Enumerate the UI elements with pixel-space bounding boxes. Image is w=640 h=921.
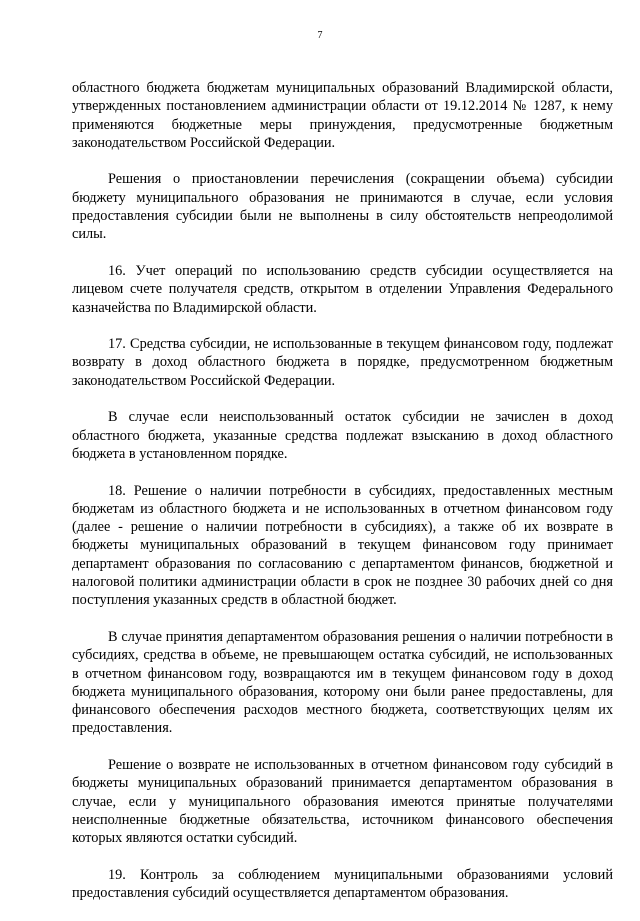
paragraph-return-decision: Решение о возврате не использованных в отчетном финансовом году субсидий в бюджеты муниципальных образований принимается департаментом образования в случае, если у муниципального образования имеются принятые получателями неисполненные бюджетные обязательства, источником финансового обеспечения которых являются остатки субсидий. bbox=[72, 756, 613, 847]
paragraph-item-19: 19. Контроль за соблюдением муниципальными образованиями условий предоставления субсидий осуществляется департаментом образования. bbox=[72, 866, 613, 902]
paragraph-unused-balance: В случае если неиспользованный остаток субсидии не зачислен в доход областного бюджета, указанные средства подлежат взысканию в доход областного бюджета в установленном порядке. bbox=[72, 409, 613, 462]
paragraph-continuation: областного бюджета бюджетам муниципальных образований Владимирской области, утвержденных постановлением администрации области от 19.12.2014 № 1287, к нему применяются бюджетные меры принуждения, предусмотренные бюджетным законодательством Российской Федерации. bbox=[72, 80, 613, 151]
paragraph-item-18: 18. Решение о наличии потребности в субсидиях, предоставленных местным бюджетам из областного бюджета и не использованных в отчетном финансовом году (далее - решение о наличии потребности в субсидиях), а также об их возврате в бюджеты муниципальных образований в текущем финансовом году принимает департамент образования по согласованию с департаментом финансов, бюджетной и налоговой политики администрации области в срок не позднее 30 рабочих дней со дня поступления указанных средств в областной бюджет. bbox=[72, 482, 613, 609]
paragraph-item-16: 16. Учет операций по использованию средств субсидии осуществляется на лицевом счете получателя средств, открытом в отделении Управления Федерального казначейства по Владимирской области. bbox=[72, 262, 613, 316]
document-body bbox=[72, 79, 613, 921]
paragraph-suspension-decisions: Решения о приостановлении перечисления (сокращении объема) субсидии бюджету муниципального образования не принимаются в случае, если условия предоставления субсидии были не выполнены в силу обстоятельств непреодолимой силы. bbox=[72, 171, 613, 243]
paragraph-item-17: 17. Средства субсидии, не использованные в текущем финансовом году, подлежат возврату в доход областного бюджета в порядке, предусмотренном бюджетным законодательством Российской Федерации. bbox=[72, 336, 613, 389]
page-number: 7 bbox=[317, 30, 323, 41]
paragraph-need-decision: В случае принятия департаментом образования решения о наличии потребности в субсидиях, средства в объеме, не превышающем остатка субсидий, не использованных в отчетном финансовом году, возвращаются им в текущем финансовом году в доход бюджета муниципального образования, которому они были ранее предоставлены, для финансового обеспечения расходов местного бюджета, соответствующих целям их предоставления. bbox=[72, 628, 613, 737]
